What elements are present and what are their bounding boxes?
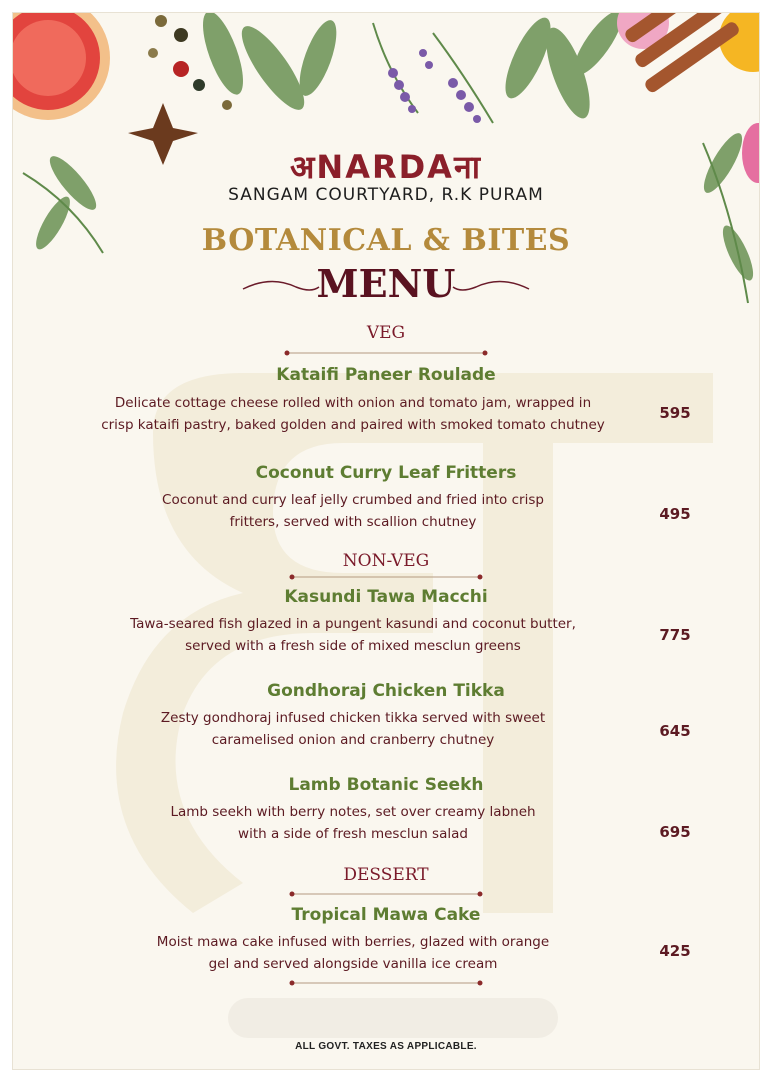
description-line: Zesty gondhoraj infused chicken tikka served with sweet — [160, 710, 546, 726]
menu-item-price: 645 — [659, 722, 691, 740]
menu-item-price: 695 — [659, 823, 691, 841]
menu-item-price: 495 — [659, 505, 691, 523]
description-line: Delicate cottage cheese rolled with onion and tomato jam, wrapped in — [114, 395, 592, 411]
menu-item-name: Lamb Botanic Seekh — [288, 775, 484, 795]
description-line: fritters, served with scallion chutney — [229, 514, 477, 530]
section-veg: VEG — [366, 323, 406, 343]
menu-item-price: 425 — [659, 942, 691, 960]
restaurant-logo: अNARDAना — [289, 148, 482, 186]
section-divider — [288, 572, 484, 582]
description-line: served with a fresh side of mixed mesclun greens — [185, 638, 521, 654]
menu-item-description — [13, 707, 693, 751]
menu-item-price: 775 — [659, 626, 691, 644]
menu-item-name: Coconut Curry Leaf Fritters — [255, 463, 517, 483]
description-line: Tawa-seared fish glazed in a pungent kasundi and coconut butter, — [130, 616, 576, 632]
description-line: crisp kataifi pastry, baked golden and paired with smoked tomato chutney — [101, 417, 605, 433]
menu-item-description — [13, 931, 693, 975]
description-line: Coconut and curry leaf jelly crumbed and fried into crisp — [162, 492, 544, 508]
restaurant-location: SANGAM COURTYARD, R.K PURAM — [228, 185, 544, 205]
menu-item-name: Gondhoraj Chicken Tikka — [267, 681, 505, 701]
menu-item-name: Kasundi Tawa Macchi — [284, 587, 488, 607]
section-divider — [283, 348, 489, 358]
closing-divider — [288, 978, 484, 988]
menu-page — [12, 12, 760, 1070]
menu-item-description — [13, 489, 693, 533]
menu-title: MENU — [316, 261, 456, 306]
section-non-veg: NON-VEG — [342, 551, 430, 571]
menu-item-price: 595 — [659, 404, 691, 422]
description-line: Moist mawa cake infused with berries, glazed with orange — [156, 934, 550, 950]
description-line: with a side of fresh mesclun salad — [238, 826, 468, 842]
menu-item-description — [13, 801, 693, 845]
signature-smudge — [228, 998, 558, 1038]
menu-item-name: Tropical Mawa Cake — [291, 905, 481, 925]
section-dessert: DESSERT — [343, 865, 429, 885]
menu-item-description — [13, 392, 693, 436]
description-line: caramelised onion and cranberry chutney — [211, 732, 495, 748]
tax-footnote: ALL GOVT. TAXES AS APPLICABLE. — [295, 1041, 477, 1052]
menu-item-description — [13, 613, 693, 657]
menu-item-name: Kataifi Paneer Roulade — [276, 365, 496, 385]
description-line: Lamb seekh with berry notes, set over creamy labneh — [170, 804, 536, 820]
section-divider — [288, 889, 484, 899]
description-line: gel and served alongside vanilla ice cream — [208, 956, 498, 972]
menu-subtitle: BOTANICAL & BITES — [201, 223, 571, 258]
